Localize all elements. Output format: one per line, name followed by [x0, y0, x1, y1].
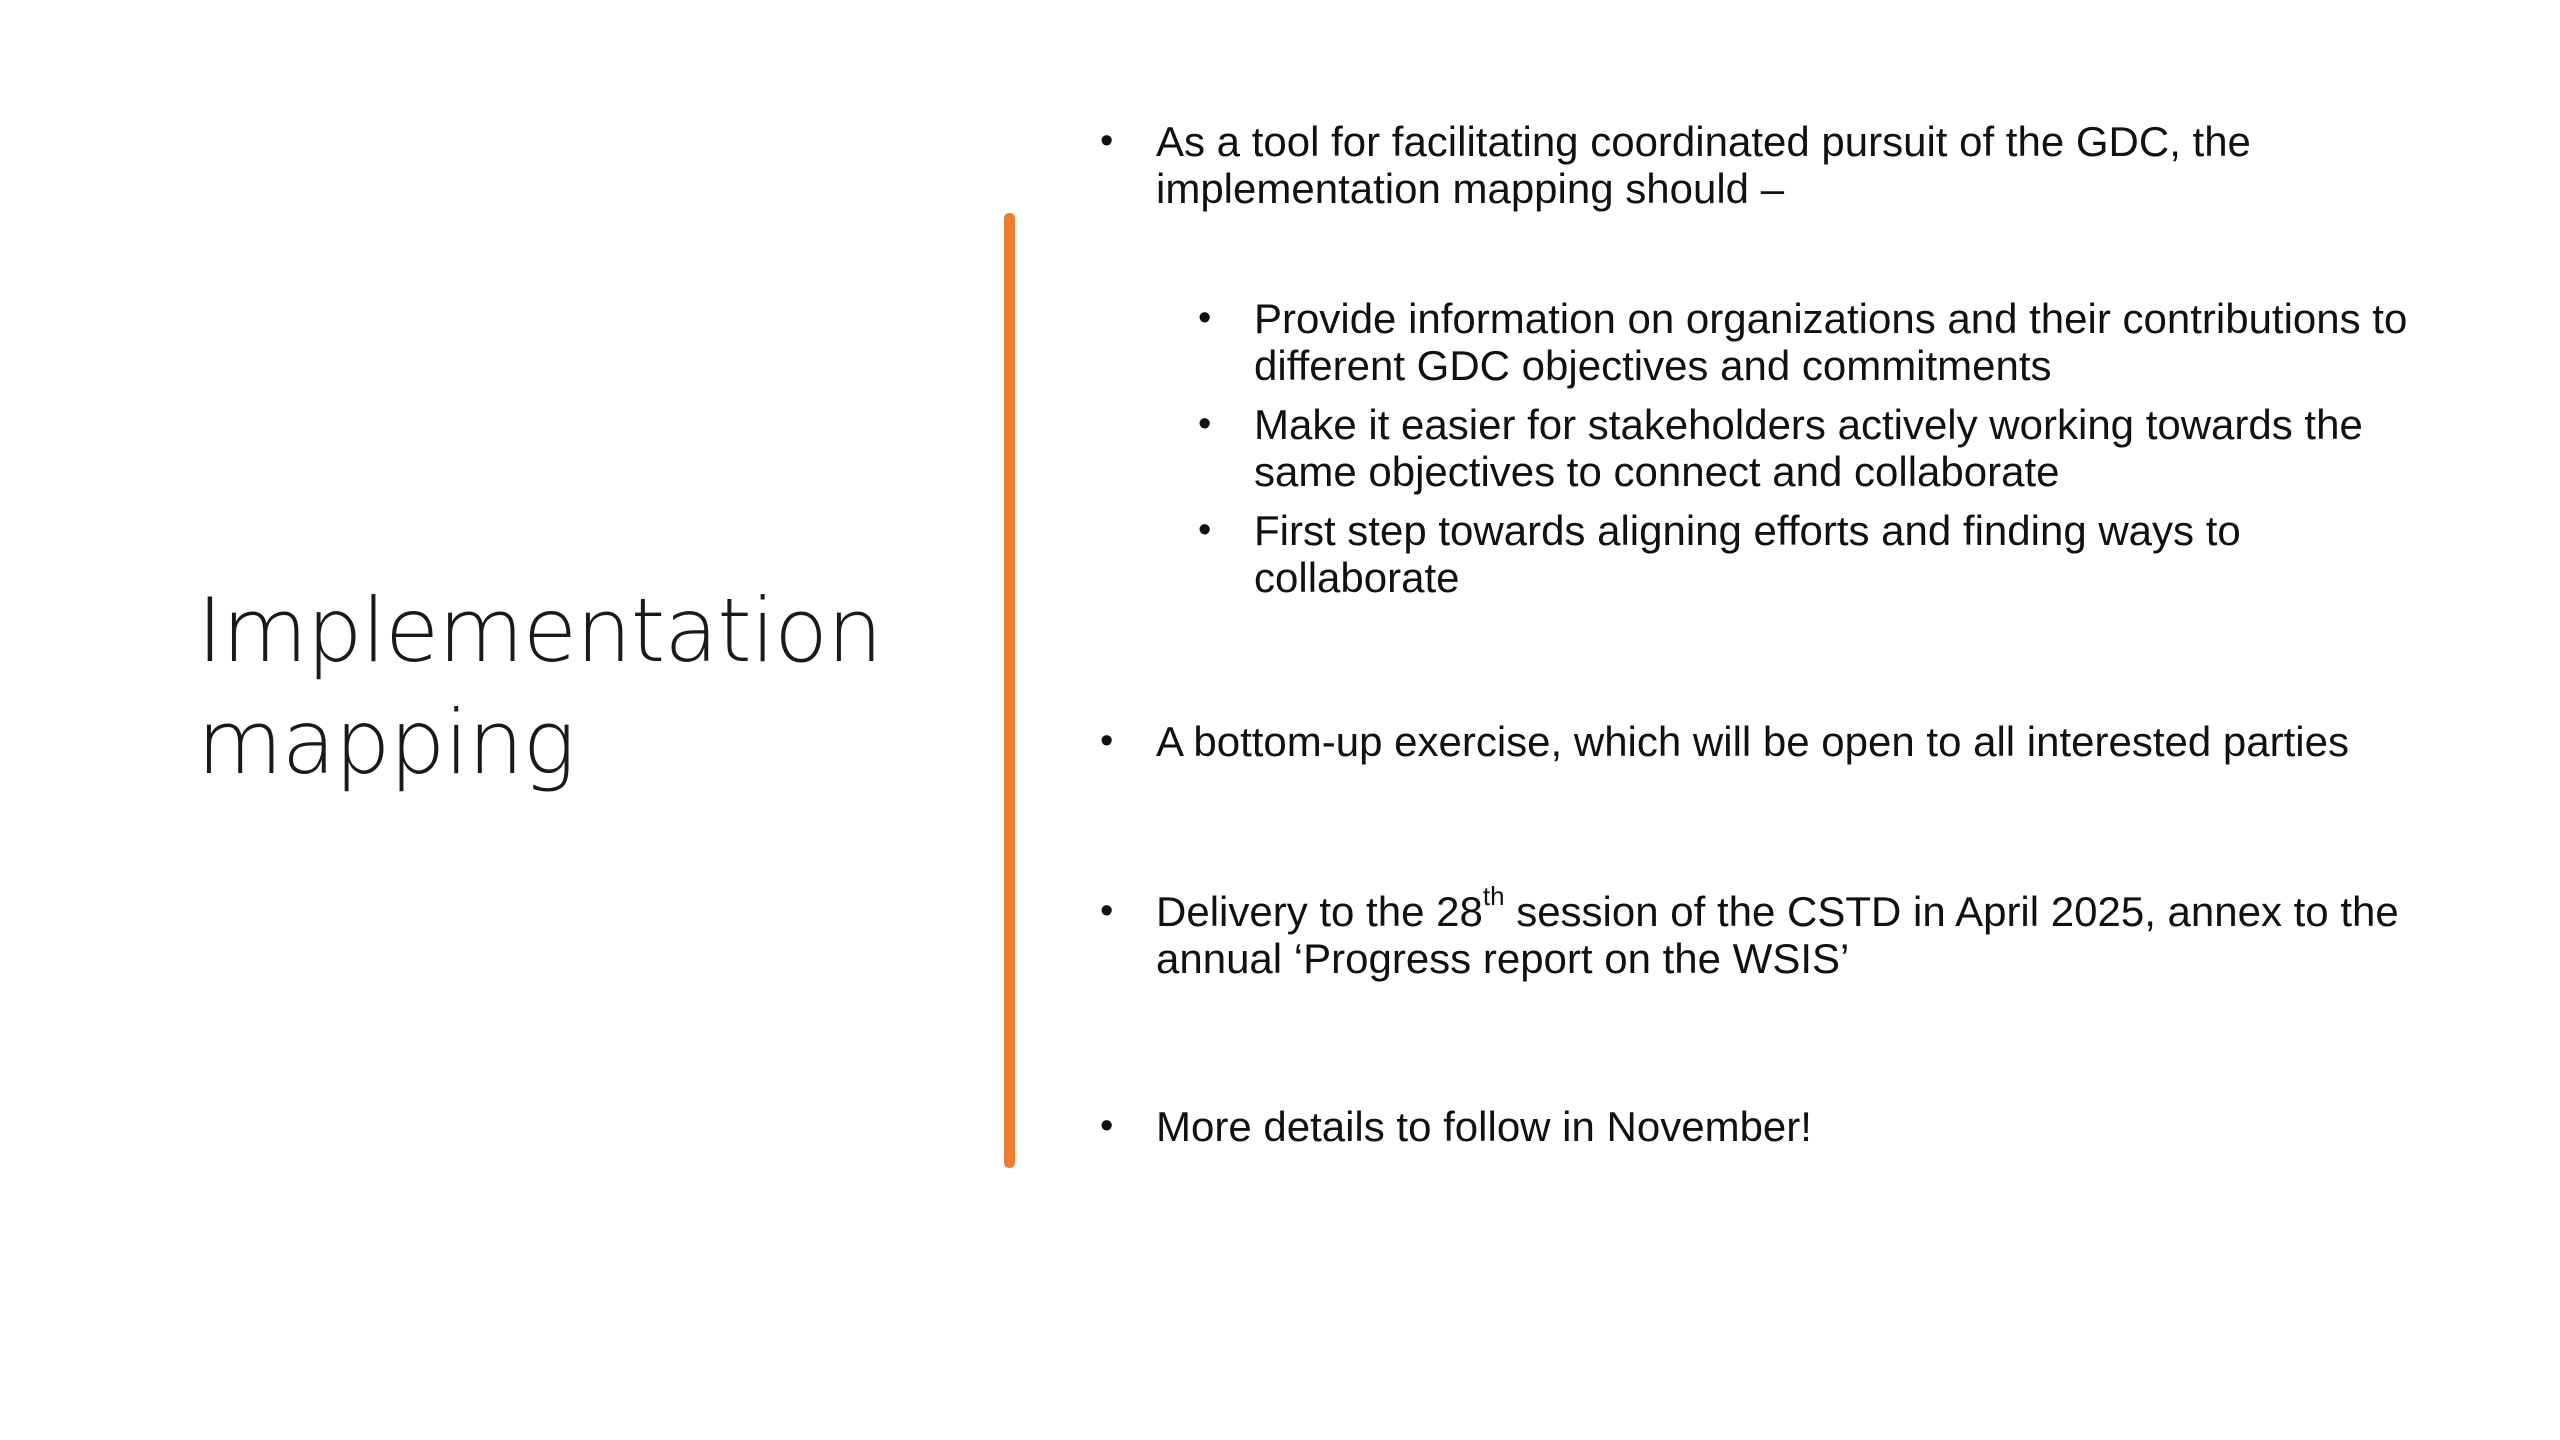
ordinal-suffix: th	[1482, 881, 1505, 911]
bullet-list	[1100, 1103, 2430, 1150]
title-line-2: mapping	[197, 691, 575, 794]
bullet-text: As a tool for facilitating coordinated pursuit of the GDC, the implementation mapping should –	[1156, 118, 2251, 212]
bullet-text	[1156, 881, 2399, 982]
bullet-dot: •	[1100, 120, 1114, 162]
sub-bullet-text: Provide information on organizations and their contributions to different GDC objectives and commitments	[1254, 295, 2408, 389]
bullet-item-delivery	[1100, 881, 2430, 982]
sub-bullet-item-connect	[1198, 401, 2430, 495]
bullet-item-more-details	[1100, 1103, 2430, 1150]
sub-bullet-item-first-step	[1198, 507, 2430, 601]
bullet-list	[1100, 118, 2430, 212]
bullet-dot: •	[1100, 890, 1114, 932]
title-line-1: Implementation	[197, 579, 882, 682]
sub-bullet-list	[1100, 295, 2430, 601]
bullet-dot: •	[1198, 403, 1212, 445]
accent-divider	[1004, 213, 1015, 1168]
bullet-text: A bottom-up exercise, which will be open to all interested parties	[1156, 718, 2349, 765]
bullet-text: More details to follow in November!	[1156, 1103, 1812, 1150]
delivery-text-end: session of the CSTD in April 2025, annex to the annual ‘Progress report on the WSIS’	[1156, 888, 2399, 982]
delivery-text-start: Delivery to the 28	[1156, 888, 1483, 935]
bullet-list	[1100, 718, 2430, 765]
slide-title	[197, 575, 957, 799]
sub-bullet-text: First step towards aligning efforts and finding ways to collaborate	[1254, 507, 2241, 601]
bullet-dot: •	[1198, 509, 1212, 551]
bullet-content	[1100, 118, 2430, 1150]
bullet-item-purpose	[1100, 118, 2430, 212]
bullet-dot: •	[1198, 297, 1212, 339]
sub-bullet-text: Make it easier for stakeholders actively working towards the same objectives to connect and collaborate	[1254, 401, 2363, 495]
bullet-dot: •	[1100, 1105, 1114, 1147]
bullet-list	[1100, 881, 2430, 982]
sub-bullet-item-information	[1198, 295, 2430, 389]
bullet-dot: •	[1100, 720, 1114, 762]
bullet-item-bottom-up	[1100, 718, 2430, 765]
